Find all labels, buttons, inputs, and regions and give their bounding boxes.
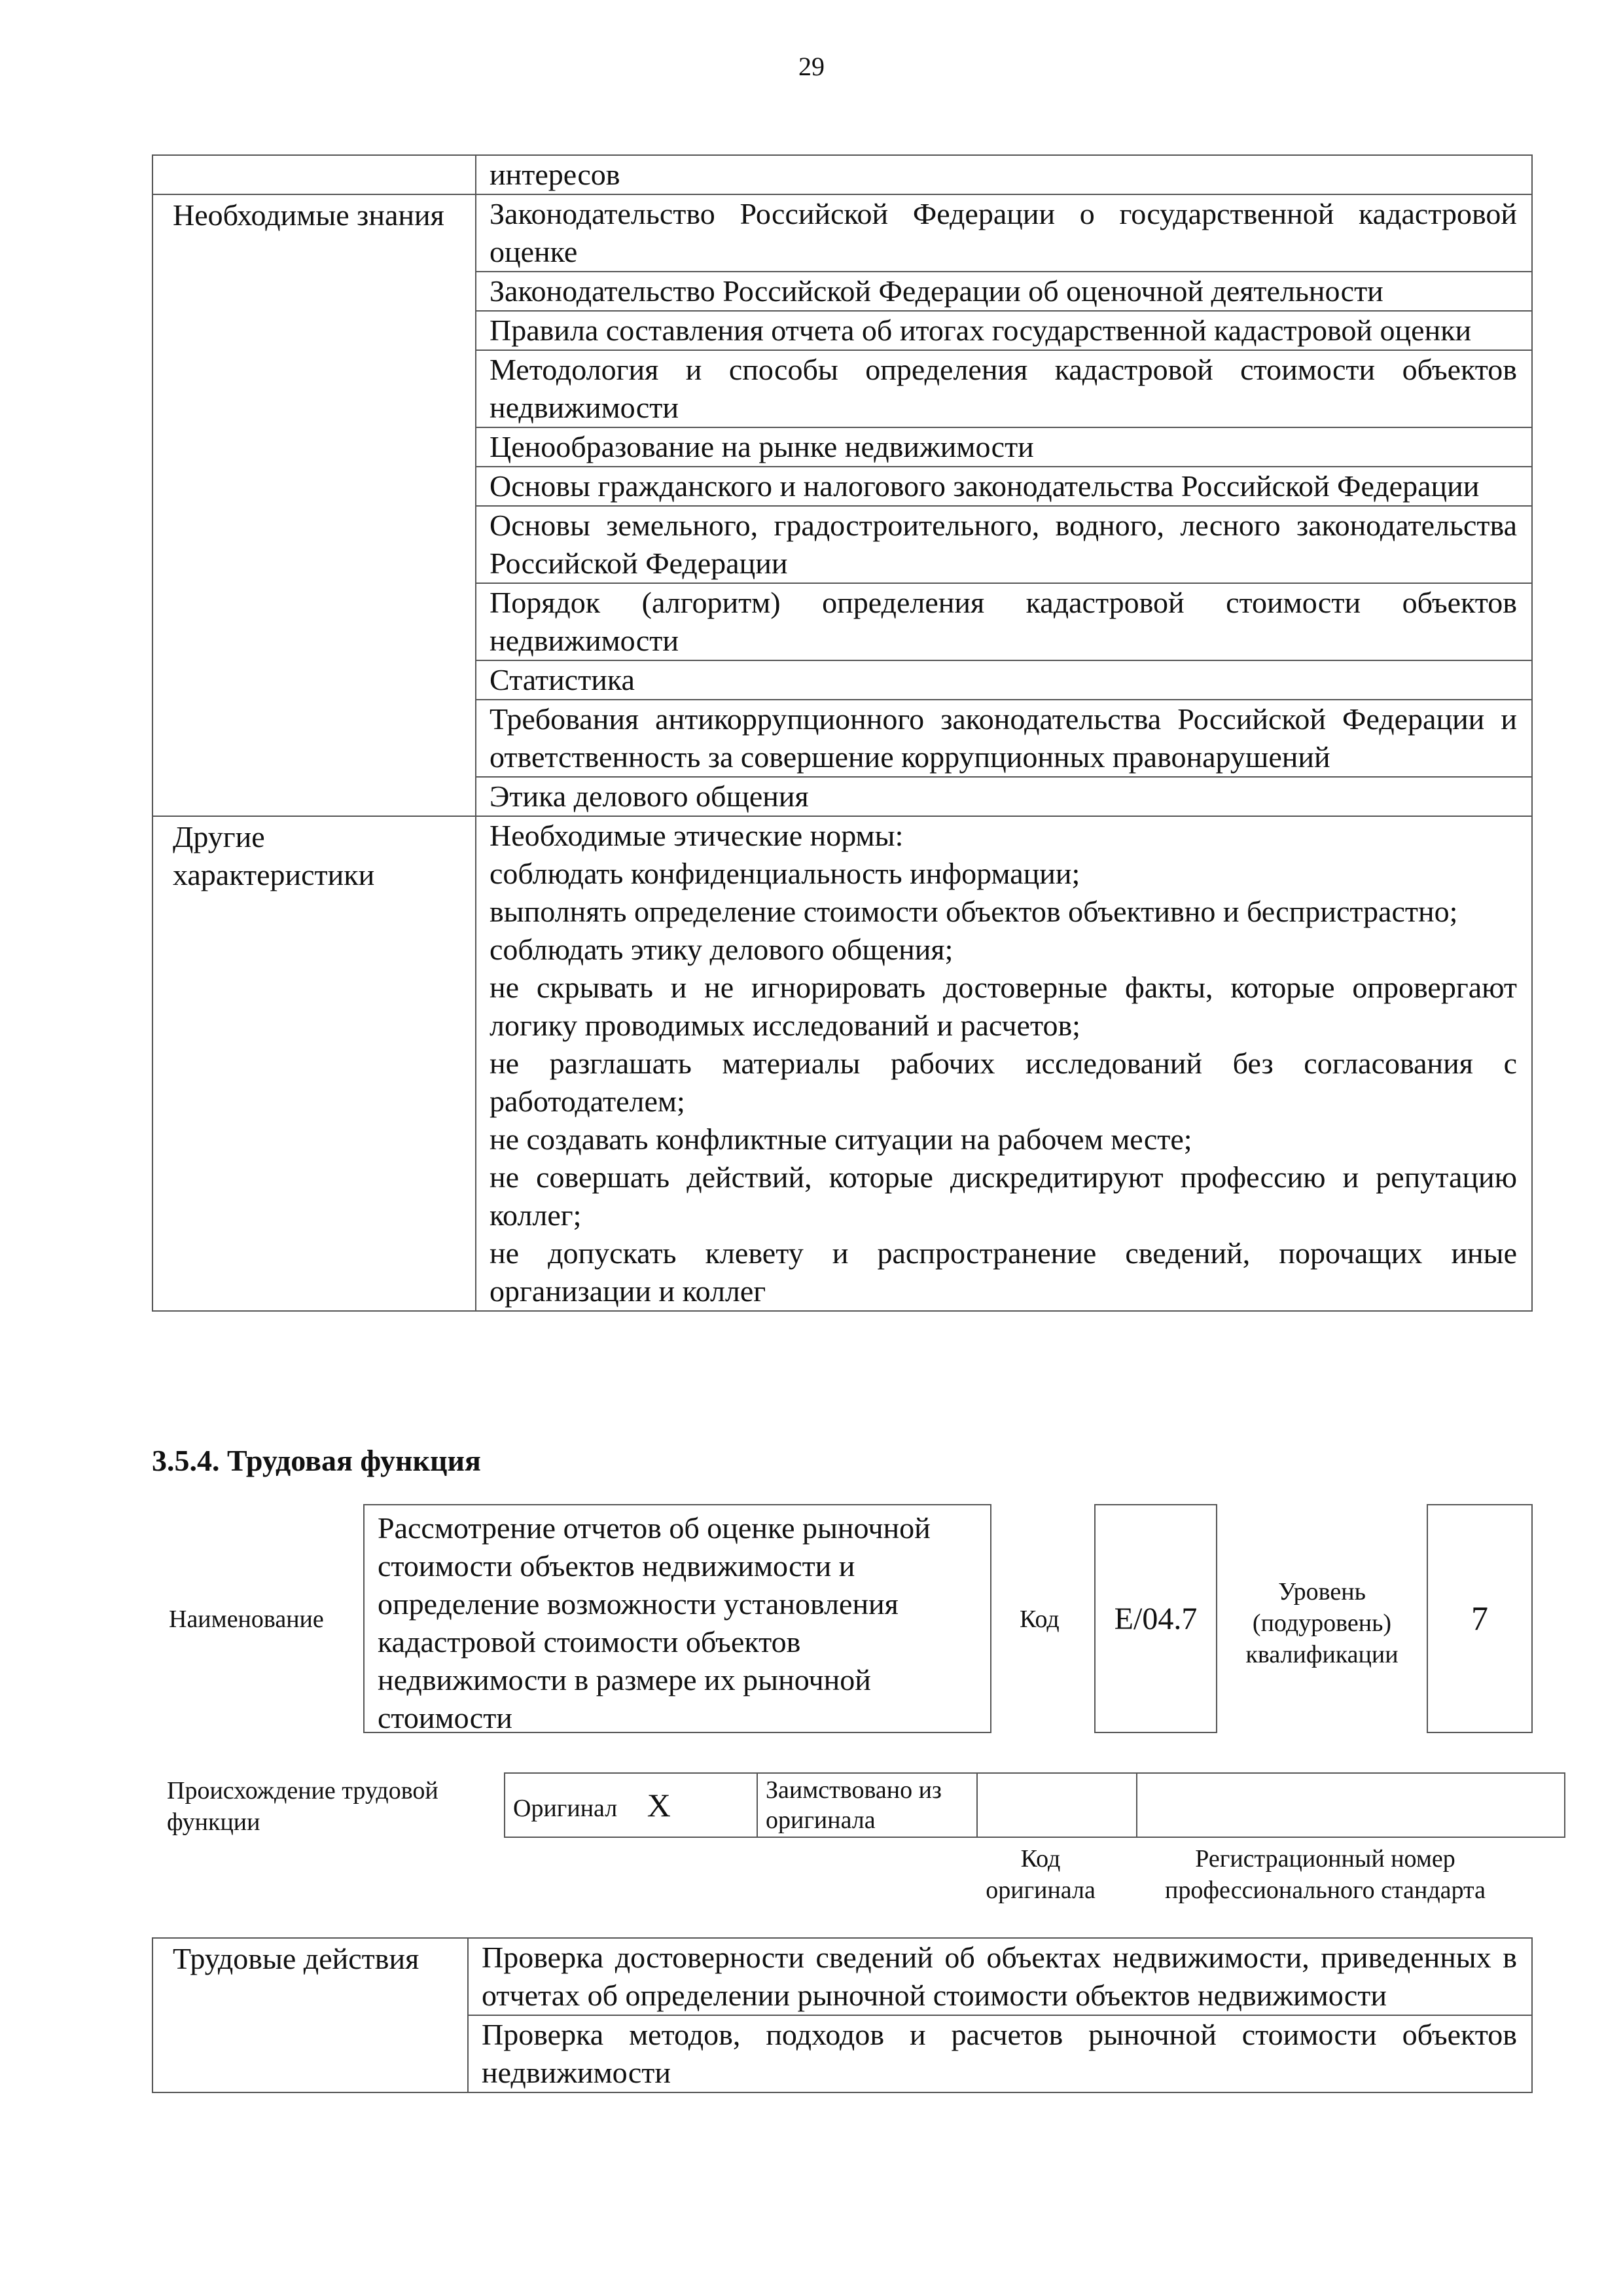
knowledge-item: Основы земельного, градостроительного, водного, лесного законодательства Российской Федерации bbox=[476, 506, 1532, 583]
ethics-line: соблюдать этику делового общения; bbox=[490, 933, 954, 966]
table-row bbox=[152, 816, 1532, 1311]
knowledge-item: Законодательство Российской Федерации об оценочной деятельности bbox=[476, 272, 1532, 311]
other-characteristics-label: Другие характеристики bbox=[152, 816, 476, 1311]
knowledge-item: Правила составления отчета об итогах государственной кадастровой оценки bbox=[476, 311, 1532, 350]
ethics-line: выполнять определение стоимости объектов объективно и беспристрастно; bbox=[490, 895, 1458, 928]
knowledge-item: Законодательство Российской Федерации о государственной кадастровой оценке bbox=[476, 194, 1532, 272]
code-label: Код bbox=[1020, 1605, 1060, 1633]
original-code-caption: Код оригинала bbox=[986, 1845, 1096, 1904]
table-cell: интересов bbox=[476, 155, 1532, 194]
ethics-line: не допускать клевету и распространение сведений, порочащих иные организации и коллег bbox=[490, 1236, 1517, 1308]
origin-table bbox=[504, 1772, 1565, 1838]
other-characteristics-cell bbox=[476, 816, 1532, 1311]
knowledge-label: Необходимые знания bbox=[152, 194, 476, 816]
level-value-box: 7 bbox=[1427, 1504, 1533, 1733]
section-title: 3.5.4. Трудовая функция bbox=[152, 1444, 481, 1477]
ethics-line: не разглашать материалы рабочих исследований без согласования с работодателем; bbox=[490, 1047, 1517, 1118]
table-row bbox=[152, 155, 1532, 194]
actions-table bbox=[152, 1937, 1533, 2093]
original-mark: X bbox=[647, 1787, 671, 1823]
knowledge-item: Порядок (алгоритм) определения кадастровой стоимости объектов недвижимости bbox=[476, 583, 1532, 660]
ethics-line: соблюдать конфиденциальность информации; bbox=[490, 857, 1080, 890]
knowledge-item: Этика делового общения bbox=[476, 777, 1532, 816]
table-row bbox=[152, 194, 1532, 272]
action-item: Проверка методов, подходов и расчетов рыночной стоимости объектов недвижимости bbox=[468, 2015, 1532, 2092]
table-row bbox=[152, 1938, 1532, 2015]
origin-label: Происхождение трудовой функции bbox=[167, 1777, 438, 1836]
borrowed-label: Заимствовано из оригинала bbox=[757, 1773, 977, 1837]
action-item: Проверка достоверности сведений об объектах недвижимости, приведенных в отчетах об определении рыночной стоимости объектов недвижимости bbox=[468, 1938, 1532, 2015]
registration-number-caption: Регистрационный номер профессионального стандарта bbox=[1165, 1845, 1486, 1904]
knowledge-item: Статистика bbox=[476, 660, 1532, 700]
knowledge-item: Основы гражданского и налогового законодательства Российской Федерации bbox=[476, 467, 1532, 506]
actions-label: Трудовые действия bbox=[152, 1938, 468, 2092]
empty-label-cell bbox=[152, 155, 476, 194]
ethics-line: не создавать конфликтные ситуации на рабочем месте; bbox=[490, 1122, 1192, 1156]
registration-number-cell bbox=[1137, 1773, 1565, 1837]
ethics-line: Необходимые этические нормы: bbox=[490, 819, 904, 852]
original-code-cell bbox=[977, 1773, 1137, 1837]
level-label: Уровень (подуровень) квалификации bbox=[1245, 1578, 1399, 1668]
code-value-box: E/04.7 bbox=[1094, 1504, 1217, 1733]
function-name-box: Рассмотрение отчетов об оценке рыночной стоимости объектов недвижимости и определение возможности установления кадастровой стоимости объектов недвижимости в размере их рыночной стоимости bbox=[363, 1504, 991, 1733]
original-cell bbox=[505, 1773, 757, 1837]
table-row bbox=[505, 1773, 1565, 1837]
knowledge-item: Методология и способы определения кадастровой стоимости объектов недвижимости bbox=[476, 350, 1532, 427]
knowledge-item: Требования антикоррупционного законодательства Российской Федерации и ответственность за совершение коррупционных правонарушений bbox=[476, 700, 1532, 777]
knowledge-item: Ценообразование на рынке недвижимости bbox=[476, 427, 1532, 467]
page-number: 29 bbox=[798, 52, 825, 81]
ethics-line: не скрывать и не игнорировать достоверные факты, которые опровергают логику проводимых исследований и расчетов; bbox=[490, 971, 1517, 1042]
ethics-line: не совершать действий, которые дискредитируют профессию и репутацию коллег; bbox=[490, 1160, 1517, 1232]
original-label: Оригинал bbox=[513, 1795, 618, 1822]
knowledge-table bbox=[152, 154, 1533, 1312]
name-label: Наименование bbox=[169, 1605, 324, 1633]
